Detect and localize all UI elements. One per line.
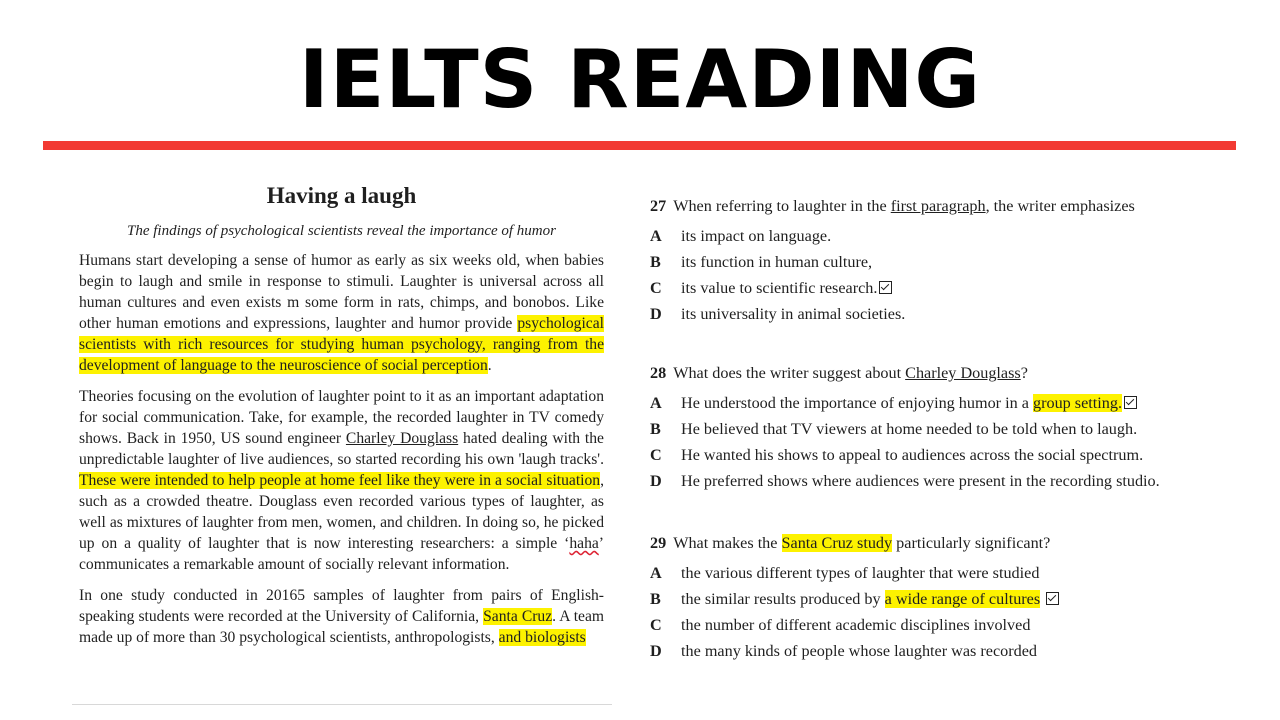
question-stem <box>650 530 1195 556</box>
highlighted-text: These were intended to help people at home feel like they were in a social situation <box>79 472 601 489</box>
option-letter: A <box>650 227 662 245</box>
passage-subtitle: The findings of psychological scientists reveal the importance of humor <box>127 223 556 239</box>
underlined-reference: first paragraph <box>890 197 986 215</box>
option-letter: C <box>650 616 662 634</box>
paragraph-text: hated dealing with the unpredictable laughter of live audiences, so started recording his own 'laugh tracks'. <box>79 430 604 468</box>
stem-text: What makes the <box>673 534 782 552</box>
option-text: the number of different academic disciplines involved <box>681 616 1031 634</box>
highlighted-text: group setting. <box>1033 394 1123 412</box>
stem-text: When referring to laughter in the <box>673 197 891 215</box>
option-letter: A <box>650 564 662 582</box>
option-c[interactable] <box>650 612 1195 638</box>
option-text: He preferred shows where audiences were present in the recording studio. <box>681 472 1160 490</box>
option-letter: D <box>650 305 662 323</box>
paragraph-text: , such as a crowded theatre. Douglass even recorded various types of laughter, as well as mixtures of laughter from men, women, and children. In doing so, he picked up on a quality of laughter that is now interesting researchers: a simple ‘ <box>79 472 604 552</box>
option-b[interactable] <box>650 416 1195 442</box>
option-d[interactable] <box>650 638 1195 664</box>
paragraph-text: . <box>487 357 492 374</box>
option-letter: B <box>650 253 661 271</box>
option-c[interactable] <box>650 275 1195 301</box>
highlighted-text: Santa Cruz <box>483 608 553 625</box>
highlighted-text: and biologists <box>498 629 586 646</box>
passage-title: Having a laugh <box>266 183 417 208</box>
option-text-content: its value to scientific research. <box>681 279 878 297</box>
stem-text: particularly significant? <box>892 534 1051 552</box>
highlighted-text: psychological scientists with rich resources for studying human psychology, ranging from the development of language to the neuroscience of social perception <box>79 315 604 374</box>
option-letter: C <box>650 279 662 297</box>
question-29 <box>650 530 1195 664</box>
paragraph-text: ’ communicates a remarkable amount of socially relevant information. <box>79 535 604 573</box>
passage-paragraph-3 <box>79 585 604 648</box>
option-c[interactable] <box>650 442 1195 468</box>
question-number: 27 <box>650 197 667 215</box>
question-stem <box>650 193 1195 219</box>
underlined-name: Charley Douglass <box>345 430 459 447</box>
question-27 <box>650 193 1195 327</box>
option-b[interactable] <box>650 586 1195 612</box>
option-a[interactable] <box>650 390 1195 416</box>
checkbox-checked-icon <box>1046 592 1059 605</box>
page-title: IELTS READING <box>298 33 982 126</box>
highlighted-text: a wide range of cultures <box>884 590 1041 608</box>
option-letter: D <box>650 642 662 660</box>
option-text: He wanted his shows to appeal to audiences across the social spectrum. <box>681 446 1144 464</box>
option-text-content: the similar results produced by <box>681 590 885 608</box>
option-letter: B <box>650 590 661 608</box>
page-bottom-edge <box>72 704 612 705</box>
question-number: 28 <box>650 364 667 382</box>
option-letter: A <box>650 394 662 412</box>
question-28 <box>650 360 1195 494</box>
option-letter: D <box>650 472 662 490</box>
option-a[interactable] <box>650 223 1195 249</box>
checkbox-checked-icon <box>1124 396 1137 409</box>
option-b[interactable] <box>650 249 1195 275</box>
reading-passage <box>79 178 604 698</box>
option-letter: B <box>650 420 661 438</box>
question-stem <box>650 360 1195 386</box>
option-text: its universality in animal societies. <box>681 305 906 323</box>
option-text: its impact on language. <box>681 227 832 245</box>
paragraph-text: Humans start developing a sense of humor as early as six weeks old, when babies begin to laugh and smile in response to stimuli. Laughter is universal across all human cultures and even exists m some form in rats, chimps, and bonobos. Like other human emotions and expressions, laughter and humor provide <box>79 252 604 332</box>
checkbox-checked-icon <box>879 281 892 294</box>
question-number: 29 <box>650 534 667 552</box>
stem-text: What does the writer suggest about <box>673 364 906 382</box>
stem-text: , the writer emphasizes <box>985 197 1135 215</box>
option-a[interactable] <box>650 560 1195 586</box>
option-text <box>681 275 1195 301</box>
option-letter: C <box>650 446 662 464</box>
stem-text: ? <box>1020 364 1028 382</box>
option-text-content: He understood the importance of enjoying humor in a <box>681 394 1033 412</box>
option-text <box>681 586 1195 612</box>
paragraph-text: In one study conducted in 20165 samples of laughter from pairs of English-speaking students were recorded at the University of California, <box>79 587 604 625</box>
paragraph-text: . A team made up of more than 30 psychological scientists, anthropologists, <box>79 608 604 646</box>
passage-paragraph-1 <box>79 250 604 376</box>
passage-paragraph-2 <box>79 386 604 575</box>
red-divider <box>43 141 1236 150</box>
underlined-reference: Charley Douglass <box>905 364 1021 382</box>
questions-column <box>650 193 1195 664</box>
option-d[interactable] <box>650 468 1195 494</box>
option-text: the various different types of laughter that were studied <box>681 564 1040 582</box>
option-text: its function in human culture, <box>681 253 873 271</box>
option-text: the many kinds of people whose laughter was recorded <box>681 642 1038 660</box>
option-d[interactable] <box>650 301 1195 327</box>
option-text <box>681 390 1195 416</box>
spellcheck-word: haha <box>569 535 599 552</box>
option-text: He believed that TV viewers at home needed to be told when to laugh. <box>681 420 1138 438</box>
paragraph-text: Theories focusing on the evolution of laughter point to it as an important adaptation for social communication. Take, for example, the recorded laughter in TV comedy shows. Back in 1950, US sound engineer <box>79 388 604 447</box>
highlighted-text: Santa Cruz study <box>781 534 893 552</box>
